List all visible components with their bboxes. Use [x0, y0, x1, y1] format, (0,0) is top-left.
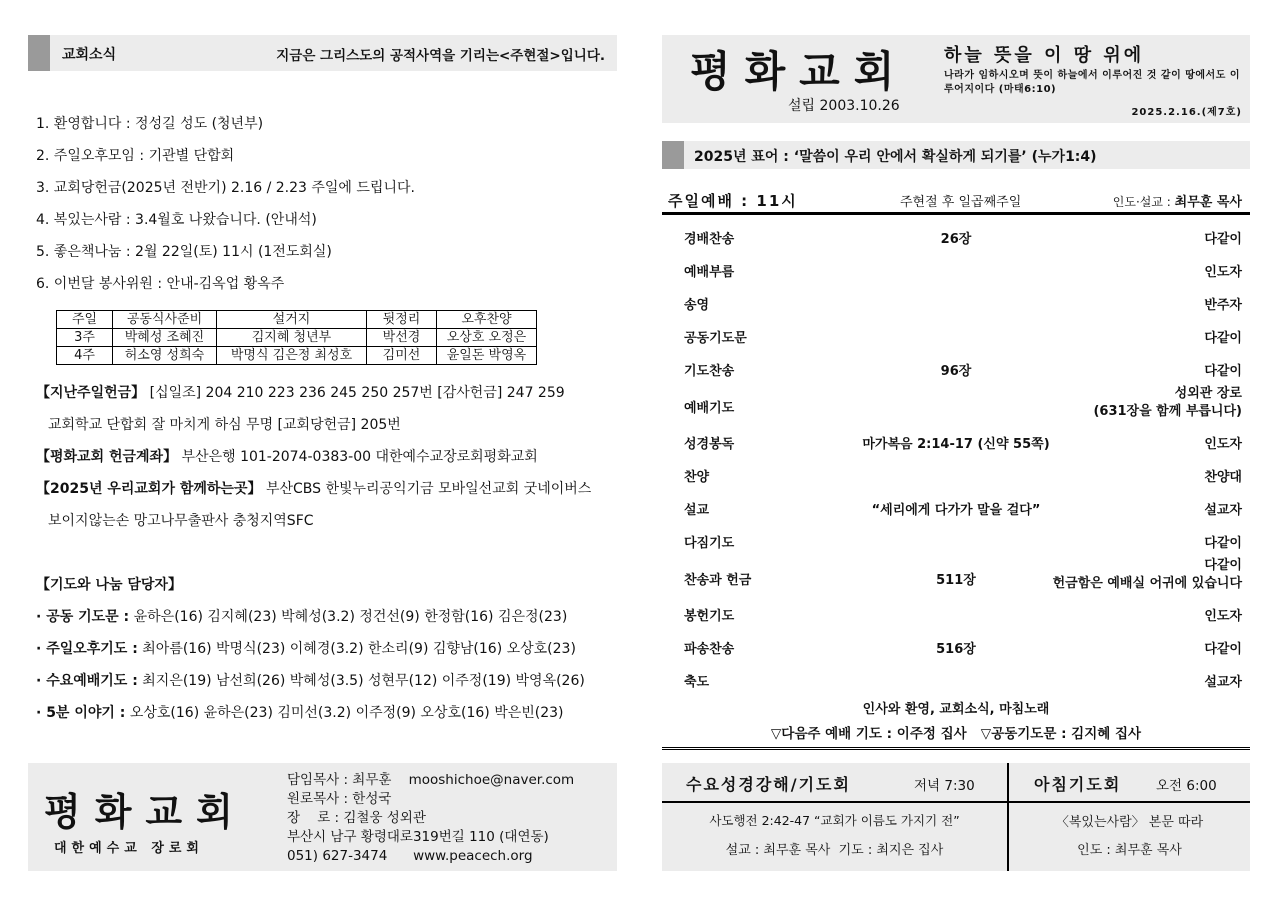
liturgical-sunday: 주현절 후 일곱째주일 [900, 195, 1022, 210]
order-row [662, 253, 1250, 286]
prayer-line [36, 639, 616, 671]
news-item: 5. 좋은책나눔 : 2월 22일(토) 11시 (1전도회실) [36, 244, 332, 260]
table-row [57, 329, 537, 347]
prayer-label: · 5분 이야기 : [36, 705, 126, 721]
table-cell: 김미선 [367, 347, 437, 365]
masthead [662, 35, 1250, 123]
order-row [662, 458, 1250, 491]
closing-note: 인사와 환영, 교회소식, 마침노래 [862, 702, 1050, 717]
order-item: 봉헌기도 [684, 609, 735, 624]
emeritus-line: 원로목사 : 한성국 [287, 791, 392, 807]
wednesday-text: 사도행전 2:42-47 “교회가 이름도 가지기 전” [709, 813, 960, 828]
next-week-prayer: ▽다음주 예배 기도 : 이주정 집사 ▽공동기도문 : 김지혜 집사 [662, 722, 1250, 750]
news-item: 2. 주일오후모임 : 기관별 단합회 [36, 148, 235, 164]
partners-label: 【2025년 우리교회가 함께하는곳】 [36, 481, 262, 497]
prayer-line [36, 703, 616, 735]
order-by [1053, 557, 1242, 593]
order-note: (631장을 함께 부릅니다) [1093, 404, 1242, 419]
order-item: 축도 [684, 675, 710, 690]
worship-header [662, 187, 1250, 215]
worship-title: 주일예배 : 11시 [668, 192, 798, 210]
news-item: 4. 복있는사람 : 3.4월호 나왔습니다. (안내석) [36, 212, 317, 228]
church-logo: 평화교회 [690, 47, 909, 96]
morning-prayer-title: 아침기도회 [1034, 775, 1122, 794]
prayer-label: · 주일오후기도 : [36, 641, 138, 657]
order-by: 인도자 [1204, 265, 1242, 280]
address-line: 부산시 남구 황령대로319번길 110 (대연동) [287, 829, 549, 845]
order-detail: 516장 [936, 642, 976, 657]
order-by: 인도자 [1204, 437, 1242, 452]
prayer-title: 【기도와 나눔 담당자】 [36, 577, 182, 593]
order-detail: 511장 [936, 573, 976, 588]
order-row [662, 319, 1250, 352]
order-by: 다같이 [1204, 642, 1242, 657]
order-item: 송영 [684, 298, 710, 313]
order-row [662, 286, 1250, 319]
order-item: 공동기도문 [684, 331, 747, 346]
duty-table [56, 310, 537, 365]
order-item: 기도찬송 [684, 364, 735, 379]
order-item: 예배기도 [684, 401, 735, 416]
order-item: 다짐기도 [684, 536, 735, 551]
wednesday-title: 수요성경강해/기도회 [686, 775, 851, 794]
partners-list: 부산CBS 한빛누리공익기금 모바일선교회 굿네이버스 [265, 481, 592, 497]
elders-line: 장 로 : 김철웅 성외관 [287, 810, 426, 826]
table-header: 뒷정리 [367, 311, 437, 329]
table-header: 주일 [57, 311, 113, 329]
order-row [662, 491, 1250, 524]
order-by: 다같이 [1204, 364, 1242, 379]
order-note: 헌금함은 예배실 어귀에 있습니다 [1052, 576, 1242, 591]
motto-accent-bar [662, 141, 684, 169]
order-item: 설교 [684, 503, 710, 518]
phone-web-line: 051) 627-3474 www.peacech.org [287, 848, 533, 864]
table-cell: 허소영 성희숙 [113, 347, 217, 365]
order-by [1093, 385, 1242, 421]
account-line [36, 447, 616, 479]
prayer-names: 오상호(16) 윤하은(23) 김미선(3.2) 이주정(9) 오상호(16) 박은빈(23) [129, 705, 564, 721]
offering-line [36, 383, 616, 415]
issue-date: 2025.2.16.(제7호) [1131, 107, 1242, 118]
table-header-row [57, 311, 537, 329]
prayer-names: 최지은(19) 남선희(26) 박혜성(3.5) 성현무(12) 이주정(19) 박영옥(26) [142, 673, 585, 689]
offering-numbers: [십일조] 204 210 223 236 245 250 257번 [감사헌금] 247 259 [149, 385, 565, 401]
news-header [28, 35, 617, 71]
order-by-name: 성외관 장로 [1174, 386, 1242, 401]
order-of-worship [662, 220, 1250, 696]
prayer-names: 윤하은(16) 김지혜(23) 박혜성(3.2) 정건선(9) 한정함(16) 김은정(23) [133, 609, 568, 625]
order-item: 성경봉독 [684, 437, 735, 452]
table-row [57, 347, 537, 365]
morning-prayer-text: 〈복있는사람〉 본문 따라 [1055, 815, 1204, 830]
wednesday-leaders: 설교 : 최무훈 목사 기도 : 최지은 집사 [725, 843, 944, 858]
order-row [662, 597, 1250, 630]
order-row [662, 352, 1250, 385]
order-by: 다같이 [1204, 232, 1242, 247]
news-list [36, 114, 616, 306]
table-cell: 윤일돈 박영옥 [437, 347, 537, 365]
order-by: 반주자 [1204, 298, 1242, 313]
order-item: 찬송과 헌금 [684, 573, 752, 588]
order-item: 찬양 [684, 470, 710, 485]
worship-leader [1113, 191, 1242, 210]
order-row [662, 385, 1250, 425]
sermon-title: “세리에게 다가가 말을 걸다” [871, 503, 1041, 518]
prayer-label: · 공동 기도문 : [36, 609, 130, 625]
offering-section [36, 383, 616, 543]
church-info-footer [28, 763, 617, 871]
account-label: 【평화교회 헌금계좌】 [36, 449, 178, 465]
table-cell: 오상호 오정은 [437, 329, 537, 347]
order-detail: 26장 [940, 232, 972, 247]
offering-line-2: 교회학교 단합회 잘 마치게 하심 무명 [교회당헌금] 205번 [48, 417, 401, 433]
leader-label: 인도·설교 : [1112, 195, 1171, 209]
divider [662, 801, 1250, 803]
established-date: 설립 2003.10.26 [788, 98, 900, 114]
table-cell: 박혜성 조혜진 [113, 329, 217, 347]
prayer-section [36, 575, 616, 735]
order-item: 경배찬송 [684, 232, 735, 247]
table-cell: 박명식 김은정 최성호 [217, 347, 367, 365]
table-cell: 김지혜 청년부 [217, 329, 367, 347]
account-number: 부산은행 101-2074-0383-00 대한예수교장로회평화교회 [181, 449, 538, 465]
table-cell: 4주 [57, 347, 113, 365]
order-by: 다같이 [1204, 536, 1242, 551]
partners-line [36, 479, 616, 511]
year-motto [662, 141, 1250, 169]
order-row [662, 663, 1250, 696]
news-item: 1. 환영합니다 : 정성길 성도 (청년부) [36, 116, 264, 132]
order-detail: 96장 [940, 364, 972, 379]
denomination: 대한예수교 장로회 [54, 841, 204, 856]
partners-line-2: 보이지않는손 망고나무출판사 충청지역SFC [48, 513, 314, 529]
scripture-reference: 마가복음 2:14-17 (신약 55쪽) [862, 437, 1050, 452]
verse-title: 하늘 뜻을 이 땅 위에 [944, 45, 1145, 66]
order-row [662, 220, 1250, 253]
table-header: 공동식사준비 [113, 311, 217, 329]
weekly-meetings [662, 763, 1250, 871]
news-subtitle: 지금은 그리스도의 공적사역을 기리는<주현절>입니다. [276, 48, 605, 64]
morning-prayer-time: 오전 6:00 [1156, 778, 1217, 794]
order-by: 다같이 [1204, 331, 1242, 346]
motto-text: 2025년 표어 : ‘말씀이 우리 안에서 확실하게 되기를’ (누가1:4) [694, 149, 1097, 165]
wednesday-time: 저녁 7:30 [914, 778, 975, 794]
church-contact [287, 771, 613, 866]
order-by-name: 다같이 [1204, 558, 1242, 573]
order-by: 설교자 [1204, 675, 1242, 690]
order-item: 예배부름 [684, 265, 735, 280]
table-header: 오후찬양 [437, 311, 537, 329]
prayer-names: 최아름(16) 박명식(23) 이혜경(3.2) 한소리(9) 김향남(16) 오상호(23) [142, 641, 576, 657]
header-accent-bar [28, 35, 50, 71]
prayer-line [36, 607, 616, 639]
news-title: 교회소식 [62, 47, 117, 63]
order-row [662, 425, 1250, 458]
leader-name: 최무훈 목사 [1174, 195, 1242, 210]
pastor-line: 담임목사 : 최무훈 mooshichoe@naver.com [287, 772, 575, 788]
offering-label: 【지난주일헌금】 [36, 385, 146, 401]
news-item: 6. 이번달 봉사위원 : 안내-김옥업 황옥주 [36, 276, 285, 292]
verse-text: 나라가 임하시오며 뜻이 하늘에서 이루어진 것 같이 땅에서도 이루어지이다 (마태6:10) [944, 70, 1241, 95]
order-item: 파송찬송 [684, 642, 735, 657]
prayer-label: · 수요예배기도 : [36, 673, 138, 689]
news-item: 3. 교회당헌금(2025년 전반기) 2.16 / 2.23 주일에 드립니다. [36, 180, 415, 196]
prayer-line [36, 671, 616, 703]
table-cell: 박선경 [367, 329, 437, 347]
order-row [662, 524, 1250, 557]
church-logo: 평화교회 [44, 789, 247, 834]
table-cell: 3주 [57, 329, 113, 347]
order-row [662, 630, 1250, 663]
order-by: 인도자 [1204, 609, 1242, 624]
morning-prayer-leader: 인도 : 최무훈 목사 [1077, 843, 1182, 858]
order-by: 찬양대 [1204, 470, 1242, 485]
order-by: 설교자 [1204, 503, 1242, 518]
order-row [662, 557, 1250, 597]
table-header: 설거지 [217, 311, 367, 329]
